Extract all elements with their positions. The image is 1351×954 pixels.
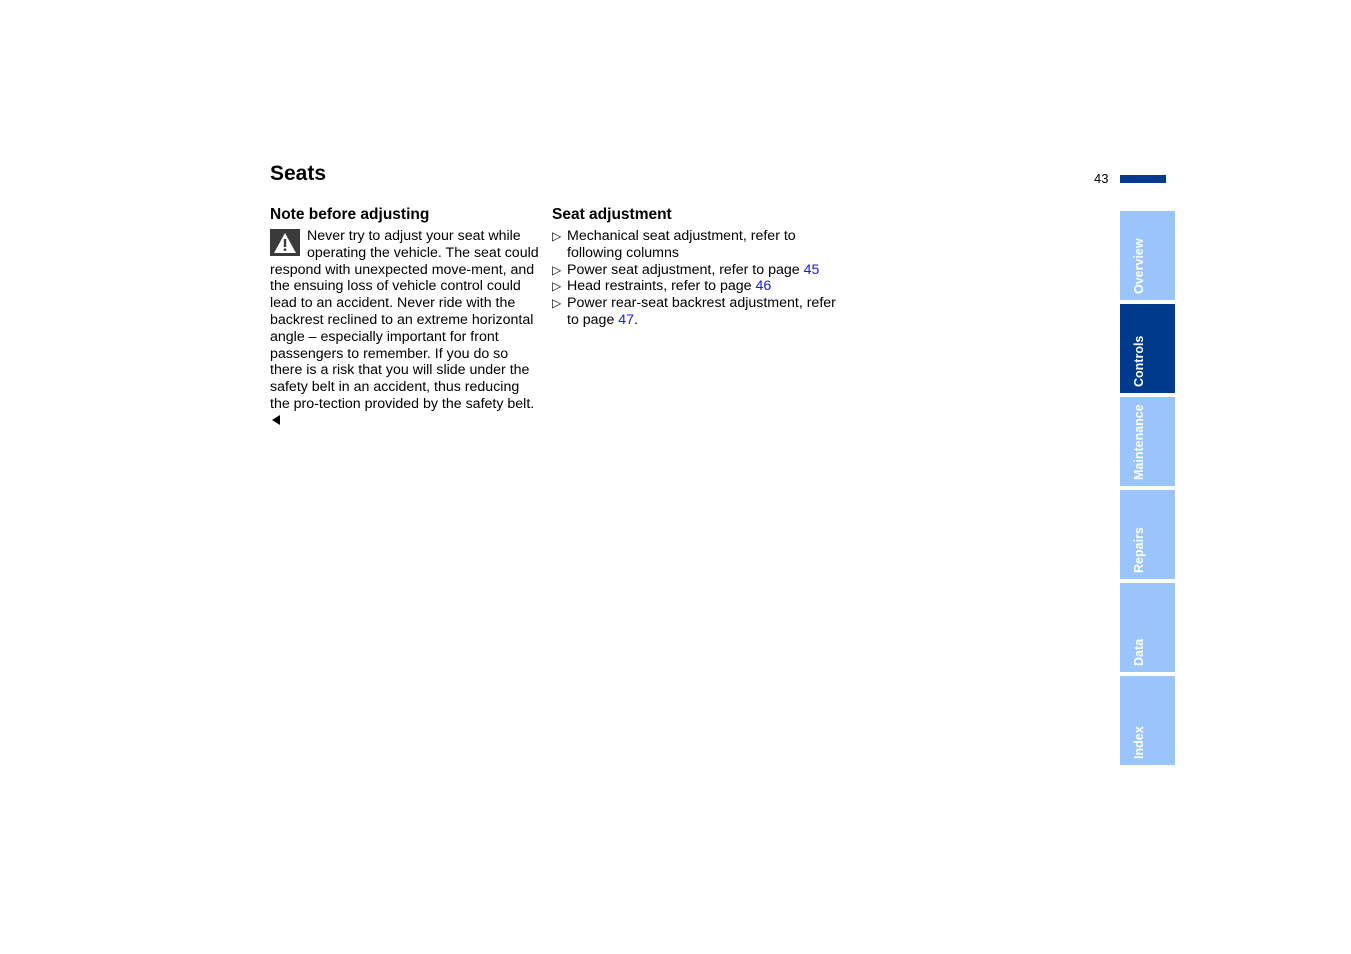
hollow-triangle-bullet-icon: ▷ [552,296,562,311]
page-link-45[interactable]: 45 [803,261,820,278]
tab-label: Index [1132,726,1146,759]
hollow-triangle-bullet-icon: ▷ [552,279,562,294]
list-item-text: Power rear-seat backrest adjustment, refer to page [567,295,836,328]
list-item [552,262,842,279]
list-item [552,295,842,329]
tab-maintenance[interactable] [1120,397,1175,486]
list-item-text: Mechanical seat adjustment, refer to following columns [567,228,796,261]
end-of-note-triangle-icon [272,415,280,425]
adjustment-list [552,228,842,329]
page-number-bar [1120,175,1166,183]
note-body [270,228,542,430]
tab-label: Data [1132,638,1146,666]
hollow-triangle-bullet-icon: ▷ [552,262,562,277]
tab-overview[interactable] [1120,211,1175,300]
list-item-text: Power seat adjustment, refer to page [567,261,804,278]
list-item [552,278,842,295]
tab-index[interactable] [1120,676,1175,765]
tab-controls[interactable] [1120,304,1175,393]
warning-triangle-icon [270,229,300,256]
adjustment-section [552,206,842,329]
list-item [552,228,842,262]
list-item-suffix: . [634,311,639,328]
page-title: Seats [270,162,327,185]
note-text: Never try to adjust your seat while operating the vehicle. The seat could respond with unexpected move-ment, and the ensuing loss of vehicle control could lead to an accident. Never ride with the backrest reclined to an extreme horizontal angle – especially important for front passengers to remember. If you do so there is a risk that you will slide under the safety belt in an accident, thus reducing the pro-tection provided by the safety belt. [270,228,539,412]
page-number: 43 [1094,171,1109,186]
tab-label: Repairs [1132,527,1146,573]
section-tabs [1120,211,1175,769]
adjustment-heading: Seat adjustment [552,206,672,223]
list-item-text: Head restraints, refer to page [567,278,756,295]
note-section [270,206,542,430]
tab-data[interactable] [1120,583,1175,672]
tab-label: Maintenance [1132,404,1146,480]
hollow-triangle-bullet-icon: ▷ [552,229,562,243]
page-link-46[interactable]: 46 [755,278,772,295]
tab-repairs[interactable] [1120,490,1175,579]
note-heading: Note before adjusting [270,206,430,223]
tab-label: Overview [1132,238,1146,294]
tab-label: Controls [1132,335,1146,387]
page-link-47[interactable]: 47 [618,311,635,328]
